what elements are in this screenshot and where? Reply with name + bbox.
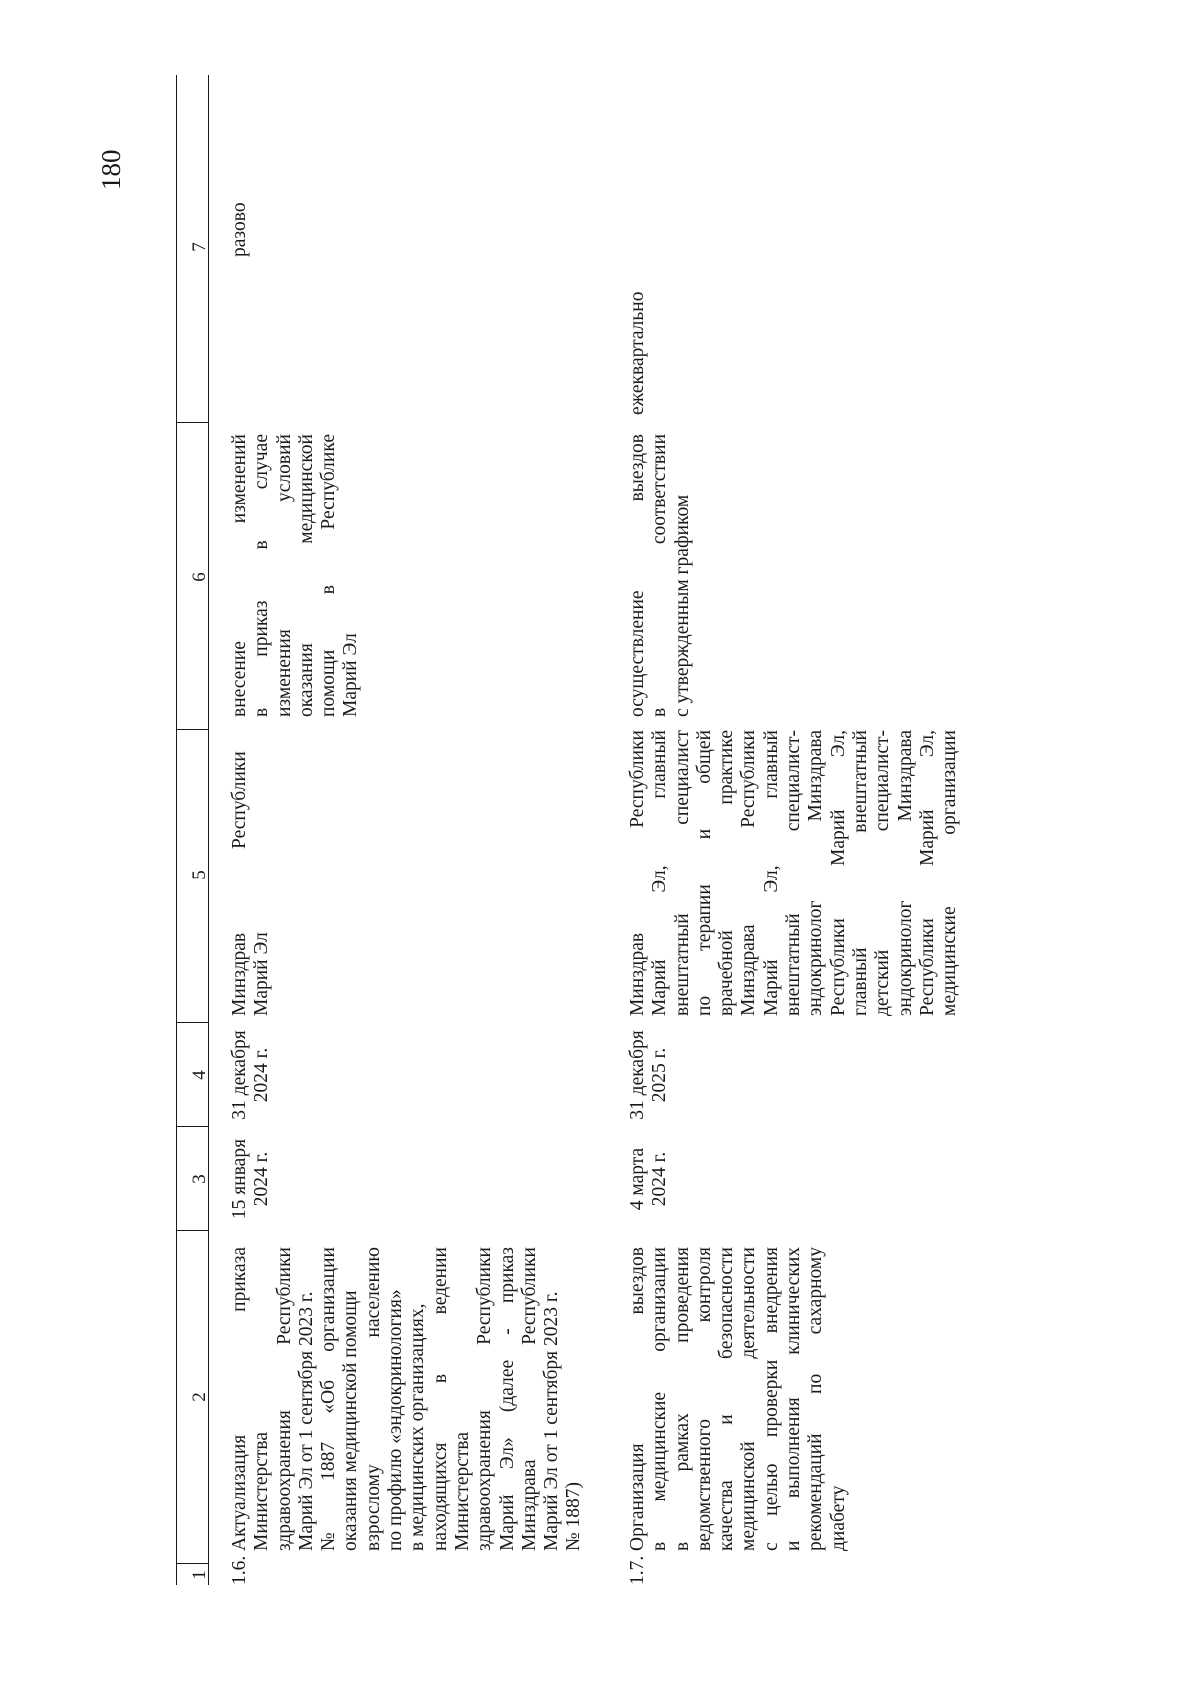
column-separator [176,422,209,423]
column-separator [176,1230,209,1231]
text-line: внештатный специалист- [783,730,805,1016]
text-line: рекомендаций по сахарному [805,1247,827,1551]
expected-result [627,434,694,717]
text-line: Минздрав [229,932,250,1016]
text-line: Марий Эл от 1 сентября 2023 г. [541,1291,563,1551]
text-line: 2025 г. [649,1047,671,1103]
text-line: и выполнения клинических [783,1247,805,1551]
table-top-rule [176,75,177,1585]
text-line: Марий Эл от 1 сентября 2023 г. [295,1291,317,1551]
text-line: в медицинские организации [649,1247,671,1551]
text-line: в медицинских организациях, [407,1303,429,1551]
text-line: детский специалист- [872,730,894,1016]
text-line: Марий Эл, главный [649,730,671,1016]
task-description [229,1247,586,1551]
text-line: 15 января [229,1138,250,1220]
column-header-4: 4 [189,1070,210,1080]
text-line: помощи в Республике [318,434,340,717]
column-header-2: 2 [189,1392,210,1402]
page-number: 180 [96,149,126,190]
text-line: медицинской деятельности [738,1247,760,1551]
text-line: ежеквартально [627,291,648,415]
text-line: эндокринолог Минздрава [894,730,916,1016]
end-date [627,1029,672,1121]
text-line: главный внештатный [849,730,871,1016]
text-line: Марий Эл [340,633,362,717]
responsible-executor [627,730,961,1016]
task-description [627,1247,850,1551]
text-line: 2024 г. [251,1151,273,1207]
end-date [229,1029,274,1121]
text-line: медицинские организации [939,730,961,1016]
column-separator [176,1022,209,1023]
text-line: № 1887) [563,1482,585,1551]
column-header-1: 1 [189,1570,210,1580]
text-line: 2024 г. [251,1047,273,1103]
text-line: Актуализация приказа [229,1247,250,1551]
row-number: 1.7. [627,1555,648,1585]
text-line: 4 марта [627,1147,648,1211]
text-line: здравоохранения Республики [474,1247,496,1551]
text-line: внештатный специалист [671,730,693,1016]
text-line: оказания медицинской [295,434,317,717]
row-number: 1.6. [229,1555,250,1585]
column-header-3: 3 [189,1174,210,1184]
start-date [627,1133,672,1225]
text-line: здравоохранения Республики [273,1247,295,1551]
responsible-executor-continued [229,741,251,849]
text-line: 2024 г. [649,1151,671,1207]
text-line: № 1887 «Об организации [318,1247,340,1551]
text-line: в приказ в случае [251,434,273,717]
text-line: Марий Эл» (далее - приказ [496,1247,518,1551]
text-line: Министерства [251,1431,273,1551]
text-line: Министерства [451,1431,473,1551]
text-line: Республики [229,751,250,849]
text-line: Республики Марий Эл, [827,730,849,1016]
text-line: ведомственного контроля [693,1247,715,1551]
text-line: Минздрава Республики [738,730,760,1016]
start-date [229,1133,274,1225]
column-separator [176,1126,209,1127]
text-line: 31 декабря [627,1030,648,1120]
expected-result [229,434,363,717]
responsible-executor [229,896,274,1016]
text-line: с утвержденным графиком [671,494,693,717]
text-line: диабету [827,1485,849,1551]
text-line: Минздрава Республики [518,1247,540,1551]
text-line: разово [229,202,250,257]
column-separator [176,1563,209,1564]
text-line: Республики Марий Эл, [916,730,938,1016]
column-separator [176,729,209,730]
text-line: Организация выездов [627,1247,648,1551]
text-line: эндокринолог Минздрава [805,730,827,1016]
column-header-6: 6 [189,572,210,582]
text-line: изменения условий [273,434,295,717]
text-line: Марий Эл [251,932,273,1016]
column-header-5: 5 [189,870,210,880]
text-line: в рамках проведения [671,1247,693,1551]
text-line: внесение изменений [229,434,250,717]
column-header-7: 7 [189,242,210,252]
text-line: взрослому населению [362,1247,384,1551]
text-line: оказания медицинской помощи [340,1290,362,1551]
frequency [229,87,251,257]
text-line: в соответствии [649,434,671,717]
frequency [627,215,649,415]
text-line: Минздрав Республики [627,730,648,1016]
text-line: с целью проверки внедрения [760,1247,782,1551]
text-line: по терапии и общей [693,730,715,1016]
text-line: Марий Эл, главный [760,730,782,1016]
text-line: врачебной практике [716,730,738,1016]
text-line: находящихся в ведении [429,1247,451,1551]
text-line: 31 декабря [229,1030,250,1120]
text-line: качества и безопасности [716,1247,738,1551]
text-line: по профилю «эндокринология» [385,1289,407,1551]
header-bottom-rule [208,75,209,1585]
text-line: осуществление выездов [627,434,648,717]
